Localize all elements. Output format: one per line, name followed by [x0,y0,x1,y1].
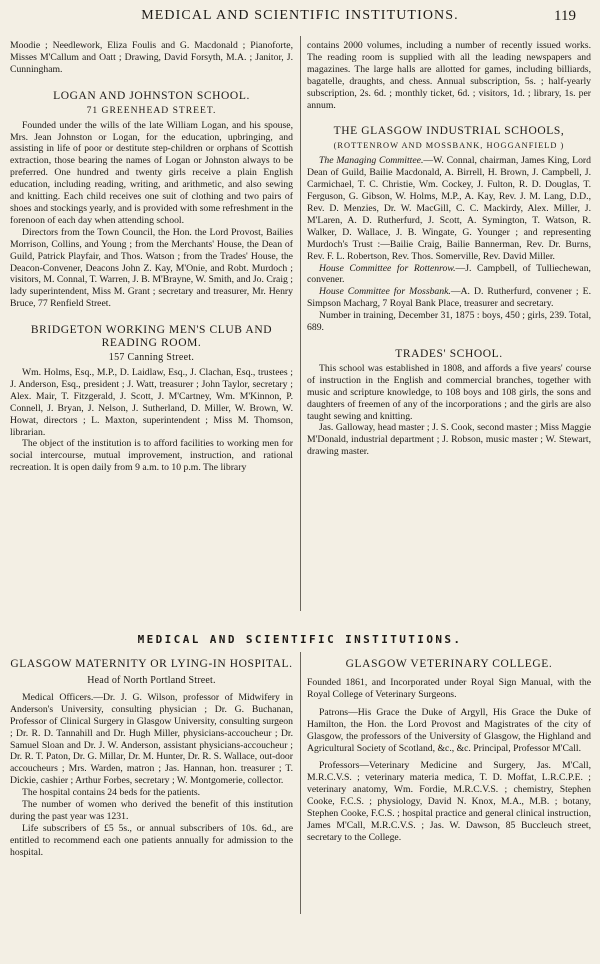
bridgeton-club-address: 157 Canning Street. [108,352,195,364]
bridgeton-club-object: The object of the institution is to afford facilities to working men for social intercourse, mutual improvement, instruction, and rational recreation. It is open daily from 9 a.m. to 10 p.m. The library [10,438,293,474]
industrial-schools-subtitle: (ROTTENROW AND MOSSBANK, HOGGANFIELD ) [333,141,565,151]
veterinary-college-title: GLASGOW VETERINARY COLLEGE. [345,658,553,670]
right-column-top [307,40,591,458]
running-title: MEDICAL AND SCIENTIFIC INSTITUTIONS. [141,8,459,23]
library-paragraph: contains 2000 volumes, including a number of recently issued works. The reading room is supplied with all the leading newspapers and magazines. The large halls are allotted for games, including billiards, bagatelle, draughts, and chess. Annual subscription, 5s. ; half-yearly subscription, 2s. 6d. ; monthly ticket, 6d. ; visitors, 1d. ; library, 1s. per annum. [307,40,591,111]
mossbank-committee-text: —A. D. Rutherfurd, convener ; E. Simpson Macharg, 7 Royal Bank Place, treasurer and secretary. [307,286,591,310]
rottenrow-committee-text: —J. Campbell, of Tulliechewan, convener. [307,262,591,286]
logan-school-title: LOGAN AND JOHNSTON SCHOOL. [53,89,250,102]
managing-committee-label: The Managing Committee. [319,155,424,167]
mossbank-committee-label: House Committee for Mossbank. [319,286,451,298]
section-title: MEDICAL AND SCIENTIFIC INSTITUTIONS. [137,633,463,646]
trades-school-staff: Jas. Galloway, head master ; J. S. Cook, second master ; Miss Maggie M'Donald, industrial department ; J. Robson, music master ; W. Stewart, drawing master. [307,422,591,458]
right-column-bottom [307,656,591,844]
managing-committee-paragraph [307,155,591,262]
industrial-schools-title: THE GLASGOW INDUSTRIAL SCHOOLS, [333,125,565,138]
trades-school-paragraph: This school was established in 1808, and affords a five years' course of instruction in the English and commercial branches, together with music and scripture knowledge, to 108 boys and 108 girls, the sons and daughters of freemen of any of the incorporations ; and the girls are also taught sewing and knitting. [307,362,591,422]
hospital-beds-paragraph: The hospital contains 24 beds for the patients. [22,787,201,799]
left-column-top [10,40,293,474]
left-column-bottom [10,656,293,859]
continued-paragraph: Moodie ; Needlework, Eliza Foulis and G. Macdonald ; Pianoforte, Misses M'Callum and Oatt ; Drawing, David Forsyth, M.A. ; Janitor, J. Cunningham. [10,40,293,75]
logan-school-directors: Directors from the Town Council, the Hon. the Lord Provost, Bailies Morrison, Collins, and Young ; from the Merchants' House, the Dean of Guild, Patrick Playfair, and Thos. Watson ; from the Trades' House, the Deacon-Convener, Deacons John Z. Kay, M'Onie, and Robt. Murdoch ; visitors, M. Connal, T. Warren, J. B. M'Brayne, W. Smith, and Jo. Craig ; lady superintendent, Miss M. Grant ; secretary and treasurer, Mr. Henry Bruce, 77 Renfield Street. [10,226,293,310]
medical-officers-paragraph: Medical Officers.—Dr. J. G. Wilson, professor of Midwifery in Anderson's University, consulting physician ; Dr. G. Buchanan, Professor of Clinical Surgery in Glasgow University, consulting surgeon ; Dr. R. D. Tannahill and Dr. Hugh Miller, physicians-accoucheur ; Dr. Samuel Sloan and Dr. J. W. Anderson, assistant physicians-accoucheur ; Dr. R. T. Paton, Dr. G. Millar, Dr. M. Hunter, Dr. R. S. Wallace, out-door accoucheurs ; Mrs. Warden, matron ; Jas. Hannan, hon. treasurer ; T. Dickie, cashier ; Arthur Forbes, secretary ; W. Montgomerie, collector. [10,691,293,787]
maternity-hospital-address: Head of North Portland Street. [87,675,216,686]
rottenrow-committee-paragraph [307,263,591,287]
page-number: 119 [554,8,576,24]
logan-school-paragraph: Founded under the wills of the late William Logan, and his spouse, Mrs. Jean Johnston or Logan, for the education, upbringing, and assisting in life of poor or destitute step-children or orphans of Scottish extraction, those bearing the names of Logan or Johnston always to be preferred. One hundred and twenty girls receive a plain English education, including reading, writing, and arithmetic, and also sewing and knitting. Each child receives one suit of clothing and two pairs of shoes and stockings yearly, and is provided with some refreshment in the forenoon of each day when attending school. [10,119,293,226]
bridgeton-club-title: BRIDGETON WORKING MEN'S CLUB AND READING ROOM. [30,324,273,350]
training-numbers: Number in training, December 31, 1875 : boys, 450 ; girls, 239. Total, 689. [307,310,591,334]
veterinary-founded-paragraph: Founded 1861, and Incorporated under Royal Sign Manual, with the Royal College of Veterinary Surgeons. [307,677,591,700]
rottenrow-committee-label: House Committee for Rottenrow. [319,262,456,274]
column-divider-top [300,36,301,611]
logan-school-address: 71 GREENHEAD STREET. [86,104,217,116]
bridgeton-club-officers: Wm. Holms, Esq., M.P., D. Laidlaw, Esq., J. Clachan, Esq., trustees ; J. Anderson, Esq., president ; J. Watt, treasurer ; John Taylor, secretary ; Alex. Mair, T. Fitzgerald, J. Scott, J. M'Cartney, Wm. M'Kinnon, P. Connell, J. Bryan, J. Nelson, J. Sutherland, D. Miller, W. Brown, W. Howat, directors ; L. Maxton, superintendent ; Miss M. Thomson, librarian. [10,367,293,438]
managing-committee-text: —W. Connal, chairman, James King, Lord Dean of Guild, Bailie Macdonald, A. Birrell, H. Brown, J. Campbell, J. Carmichael, T. C. Christie, Wm. Cockey, J. Fulton, R. D. Douglas, T. Ferguson, G. Gibson, W. Holms, M.P., A. Kay, Rev. J. M. Lang, D.D., Rev. D. Menzies, Dr. W. MacGill, C. C. Mackirdy, Alex. Miller, J. M'Laren, A. D. Rutherfurd, J. Scott, A. Symington, T. Watson, R. Walker, D. Wallace, J. B. Wingate, G. Younger ; and representing Murdoch's Trust :—Bailie Craig, Bailie Bannerman, Rev. Dr. Burns, Rev. F. L. Robertson, Rev. Thos. Somerville, Rev. David Miller. [307,155,591,262]
maternity-hospital-title: GLASGOW MATERNITY OR LYING-IN HOSPITAL. [10,658,293,670]
hospital-patients-paragraph: The number of women who derived the benefit of this institution during the past year was 1231. [10,799,293,822]
trades-school-title: TRADES' SCHOOL. [395,347,503,360]
subscribers-paragraph: Life subscribers of £5 5s., or annual subscribers of 10s. 6d., are entitled to recommend each one patients annually for admission to the hospital. [10,822,293,858]
veterinary-patrons-paragraph: Patrons—His Grace the Duke of Argyll, His Grace the Duke of Hamilton, the Hon. the Lord Provost and Magistrates of the city of Glasgow, the professors of the University of Glasgow, the Highland and Agricultural Society of Scotland, &c., &c. Principal, Professor M'Call. [307,706,591,754]
running-header [20,8,580,26]
veterinary-professors-paragraph: Professors—Veterinary Medicine and Surgery, Jas. M'Call, M.R.C.V.S. ; veterinary materia medica, T. D. Moffat, L.R.C.P.E. ; veterinary anatomy, Wm. Fordie, M.R.C.V.S. ; chemistry, Stephen Cooke, F.C.S. ; physiology, David N. Knox, M.A., M.B. ; botany, Stephen Cooke, F.C.S. ; hospital practice and general clinical instruction, James M'Call, M.R.C.V.S. ; Jas. W. Dawson, 85 Buccleuch street, secretary to the College. [307,760,591,843]
mossbank-committee-paragraph [307,286,591,310]
column-divider-bottom [300,652,301,914]
